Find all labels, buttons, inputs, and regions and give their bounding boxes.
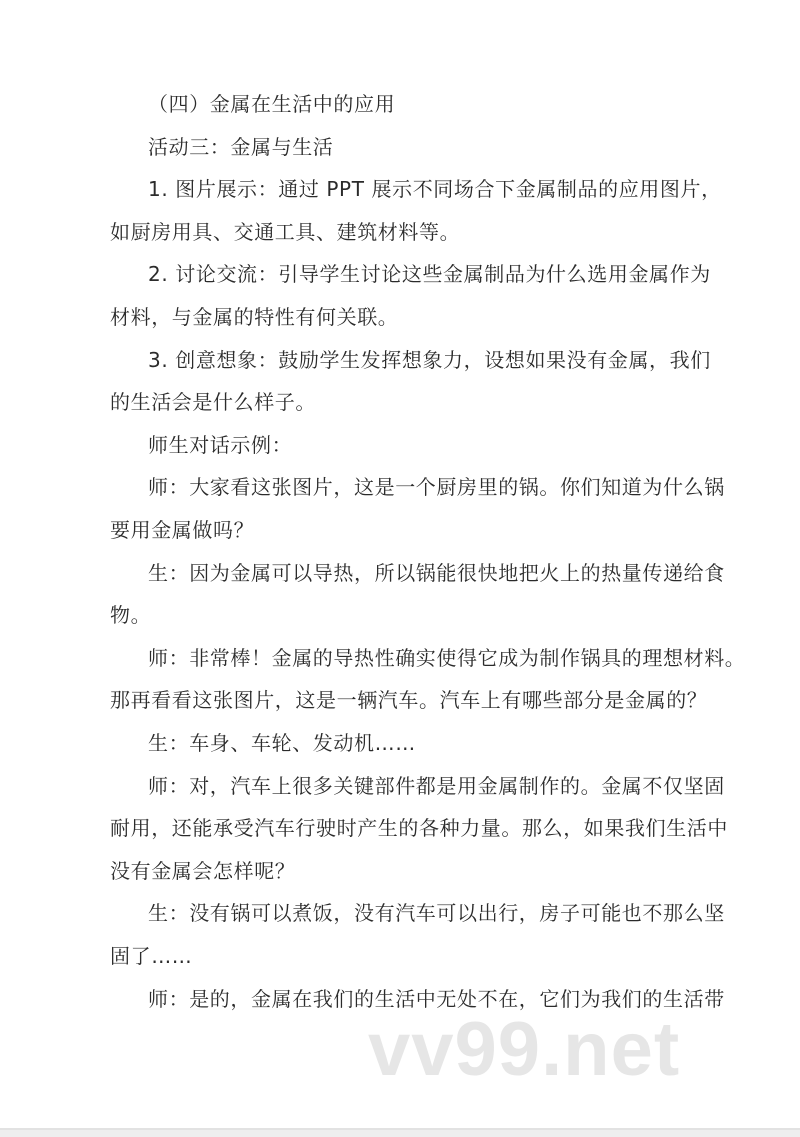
section-heading: （四）金属在生活中的应用 [148, 92, 396, 116]
text-line: 材料，与金属的特性有何关联。 [110, 305, 399, 329]
text-line: 2. 讨论交流：引导学生讨论这些金属制品为什么选用金属作为 [148, 262, 711, 287]
watermark: vv99.net [368, 1007, 681, 1092]
text-line: 生：没有锅可以煮饭，没有汽车可以出行，房子可能也不那么坚 [148, 901, 725, 926]
text-line: 1. 图片展示：通过 PPT 展示不同场合下金属制品的应用图片， [148, 177, 722, 202]
text-line: 那再看看这张图片，这是一辆汽车。汽车上有哪些部分是金属的？ [110, 688, 708, 713]
text-line: 的生活会是什么样子。 [110, 390, 316, 415]
text-line: 生：因为金属可以导热，所以锅能很快地把火上的热量传递给食 [148, 560, 725, 585]
text-line: 师：大家看这张图片，这是一个厨房里的锅。你们知道为什么锅 [148, 475, 725, 500]
text-line: 要用金属做吗？ [110, 518, 255, 542]
text-line: 物。 [110, 603, 152, 628]
text-line: 3. 创意想象：鼓励学生发挥想象力，设想如果没有金属，我们 [148, 347, 711, 372]
text-line: 师生对话示例： [148, 432, 293, 457]
page-gap [0, 1130, 800, 1137]
text-line: 如厨房用具、交通工具、建筑材料等。 [110, 219, 461, 244]
text-line: 没有金属会怎样呢？ [110, 858, 296, 883]
text-line: 固了…… [110, 944, 193, 968]
text-line: 耐用，还能承受汽车行驶时产生的各种力量。那么，如果我们生活中 [110, 816, 728, 841]
text-line: 师：对，汽车上很多关键部件都是用金属制作的。金属不仅坚固 [148, 773, 725, 798]
text-line: 生：车身、车轮、发动机…… [148, 731, 416, 755]
text-line: 师：非常棒！金属的导热性确实使得它成为制作锅具的理想材料。 [148, 645, 746, 670]
text-line: 师：是的，金属在我们的生活中无处不在，它们为我们的生活带 [148, 986, 725, 1011]
text-line: 活动三：金属与生活 [148, 134, 334, 159]
